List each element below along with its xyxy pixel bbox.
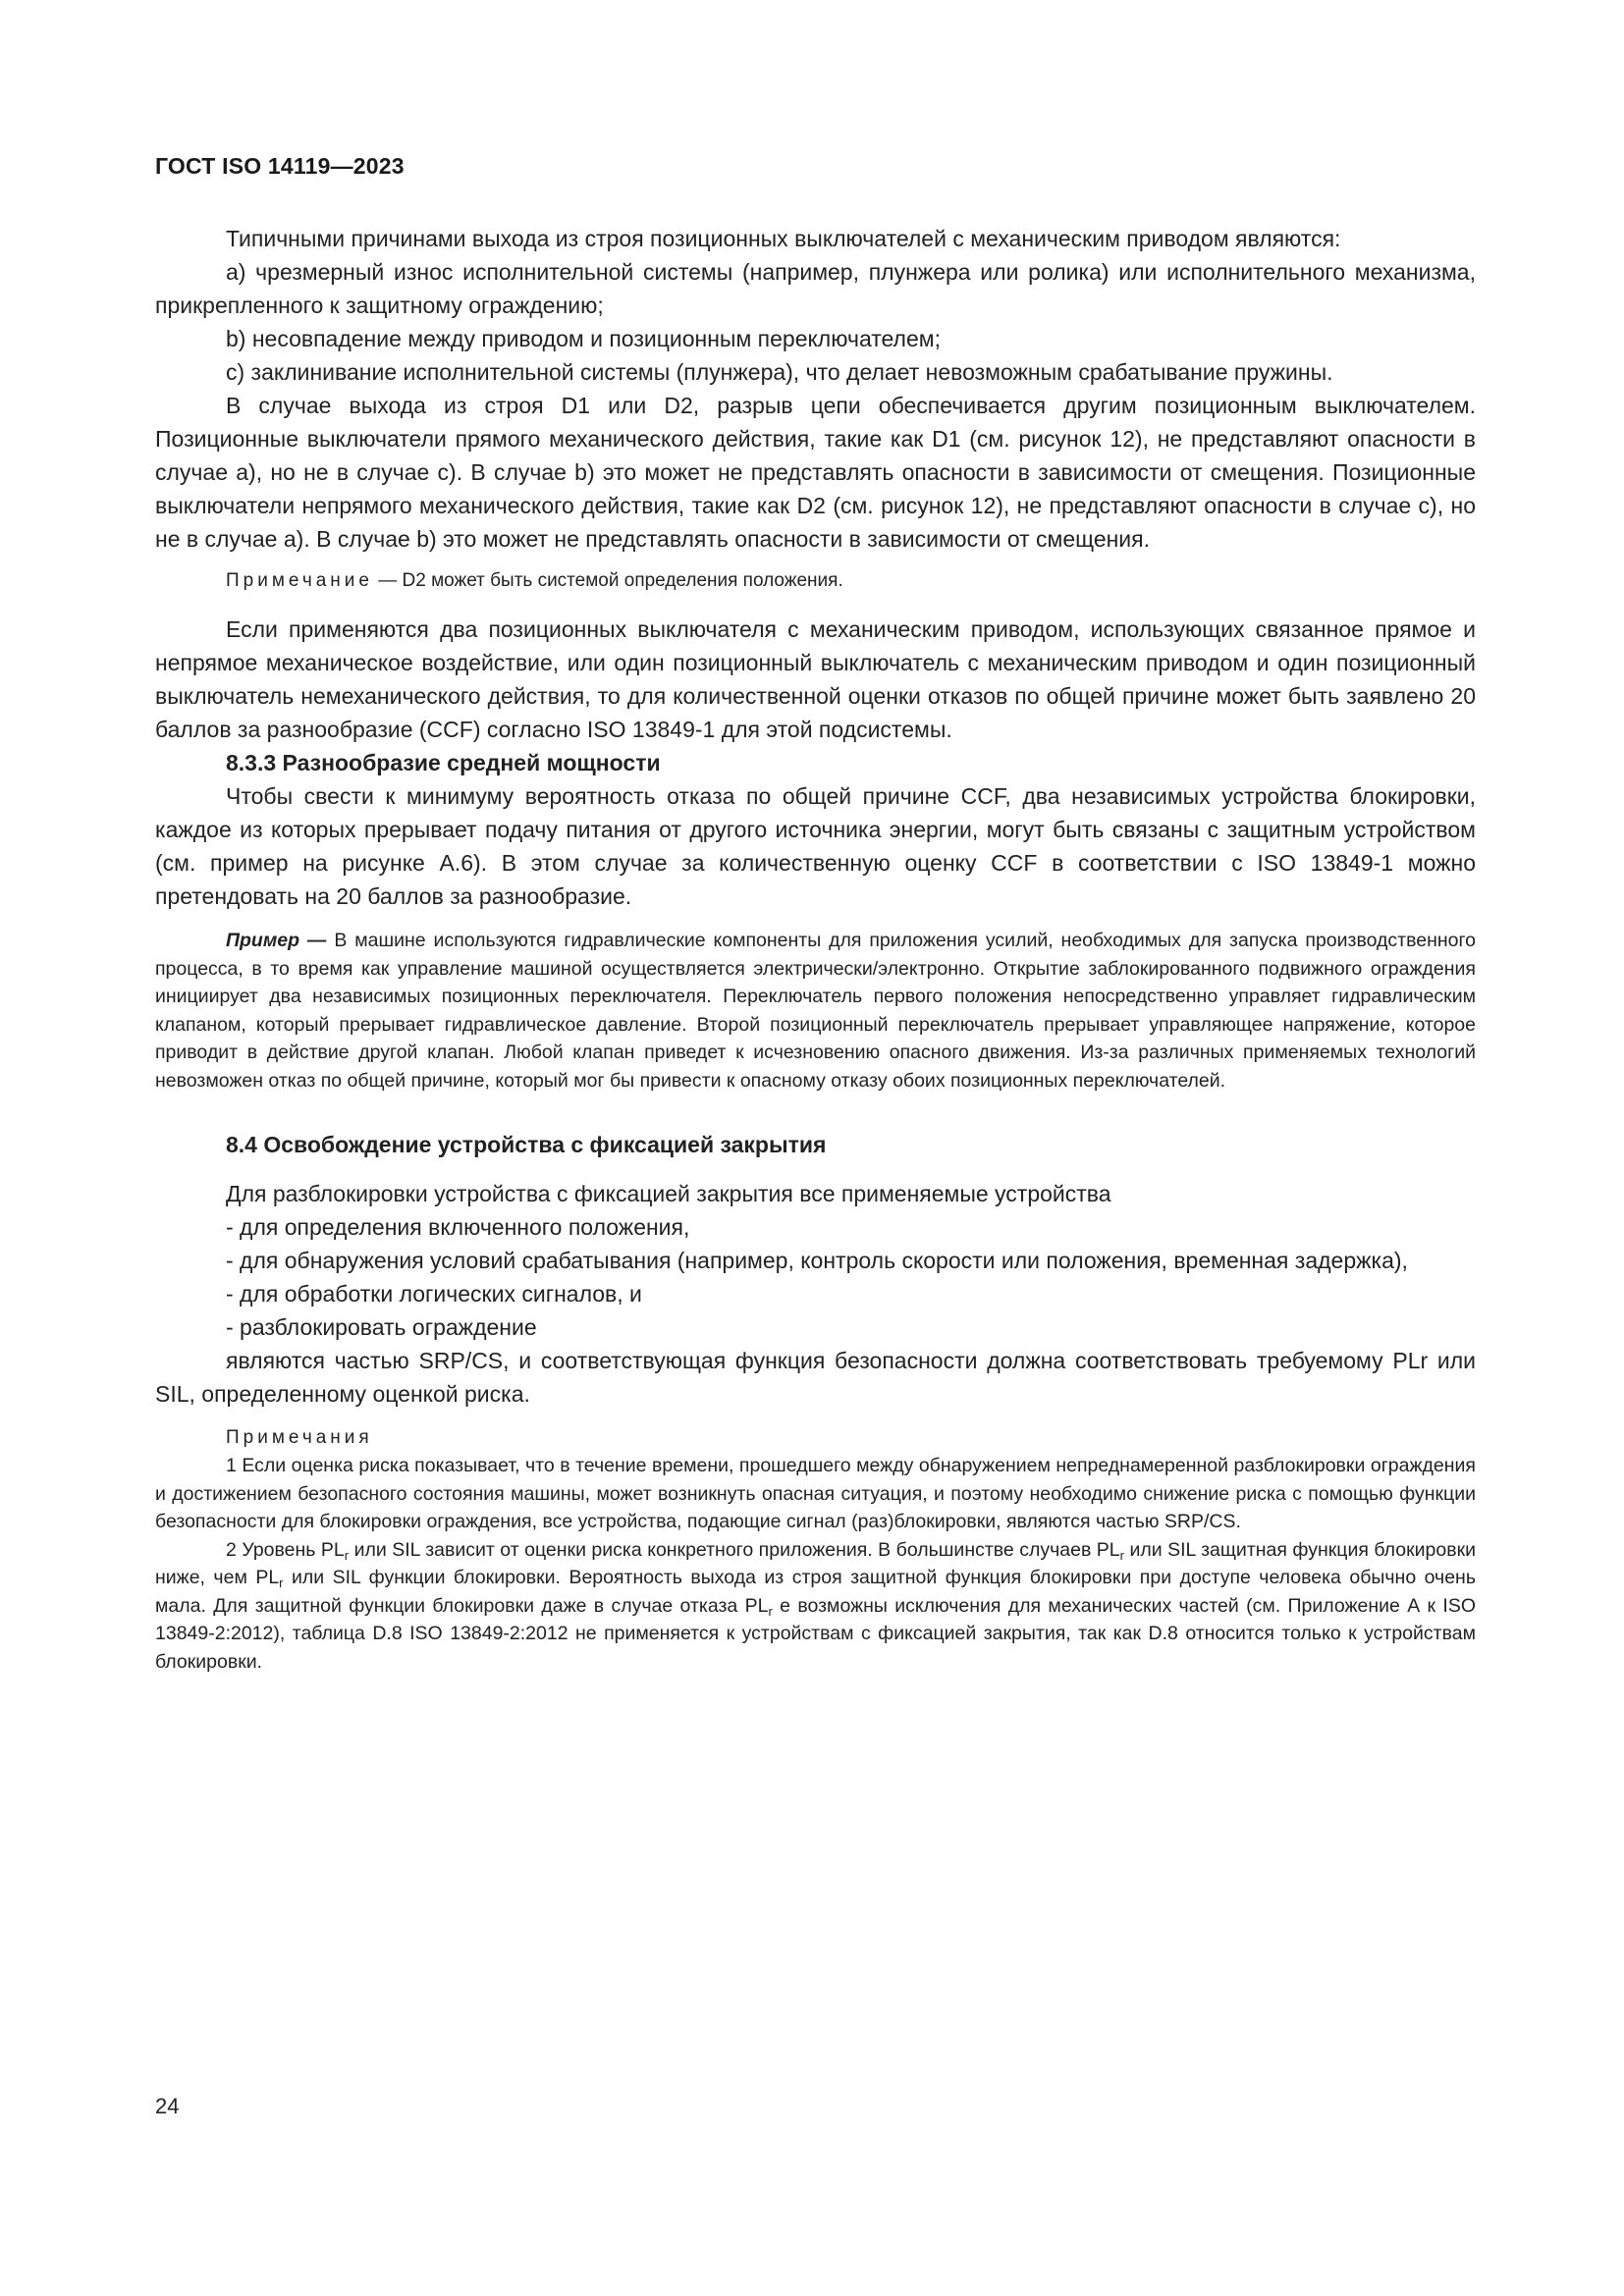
document-body — [155, 222, 1476, 1676]
notes-title: Примечания — [226, 1427, 373, 1448]
paragraph: Типичными причинами выхода из строя позиционных выключателей с механическим приводом являются: — [226, 226, 1341, 251]
note — [155, 567, 1476, 595]
example-label: Пример — — [226, 930, 327, 951]
note-1: 1 Если оценка риска показывает, что в течение времени, прошедшего между обнаружением непреднамеренной разблокировки ограждения и достижением безопасного состояния машины, может возникнуть опасная ситуация, и поэтому необходимо снижение риска с помощью функции безопасности для блокировки ограждения, все устройства, подающие сигнал (раз)блокировки, являются частью SRP/CS. — [155, 1455, 1476, 1532]
list-item-a: а) чрезмерный износ исполнительной системы (например, плунжера или ролика) или исполнительного механизма, прикрепленного к защитному ограждению; — [155, 259, 1476, 318]
section-heading-8-3-3: 8.3.3 Разнообразие средней мощности — [226, 750, 661, 775]
paragraph: Для разблокировки устройства с фиксацией закрытия все применяемые устройства — [226, 1181, 1111, 1206]
paragraph: Чтобы свести к минимуму вероятность отказа по общей причине CCF, два независимых устройства блокировки, каждое из которых прерывает подачу питания от другого источника энергии, могут быть связаны с защитным устройством (см. пример на рисунке А.6). В этом случае за количественную оценку CCF в соответствии с ISO 13849-1 можно претендовать на 20 баллов за разнообразие. — [155, 783, 1476, 909]
example-block — [155, 927, 1476, 1095]
list-item: - разблокировать ограждение — [226, 1314, 537, 1340]
note-2: 2 Уровень $PL_r$ или SIL зависит от оценки риска конкретного приложения. В большинстве случаев $PL_r$ или SIL защитная функция блокировки ниже, чем $PL_r$ или SIL функции блокировки. Вероятность выхода из строя защитной функция блокировки при доступе человека обычно очень мала. Для защитной функции блокировки даже в случае отказа $PL_r$ е возможны исключения для механических частей (см. Приложение А к ISO 13849-2:2012), таблица D.8 ISO 13849-2:2012 не применяется к устройствам с фиксацией закрытия, так как D.8 относится только к устройствам блокировки. — [155, 1538, 1477, 1673]
example-text: В машине используются гидравлические компоненты для приложения усилий, необходимых для запуска производственного процесса, в то время как управление машиной осуществляется электрически/электронно. Открытие заблокированного подвижного ограждения инициирует два независимых позиционных переключателя. Переключатель первого положения непосредственно управляет гидравлическим клапаном, который прерывает гидравлическое давление. Второй позиционный переключатель прерывает управляющее напряжение, которое приводит в действие другой клапан. Любой клапан приведет к исчезновению опасного движения. Из-за различных применяемых технологий невозможен отказ по общей причине, который мог бы привести к опасному отказу обоих позиционных переключателей. — [155, 930, 1476, 1092]
paragraph: В случае выхода из строя D1 или D2, разрыв цепи обеспечивается другим позиционным выключателем. Позиционные выключатели прямого механического действия, такие как D1 (см. рисунок 12), не представляют опасности в случае а), но не в случае с). В случае b) это может не представлять опасности в зависимости от смещения. Позиционные выключатели непрямого механического действия, такие как D2 (см. рисунок 12), не представляют опасности в случае с), но не в случае а). В случае b) это может не представлять опасности в зависимости от смещения. — [155, 393, 1476, 552]
document-header: ГОСТ ISO 14119—2023 — [155, 153, 405, 179]
note-label: Примечание — [226, 570, 373, 591]
paragraph: Если применяются два позиционных выключателя с механическим приводом, использующих связанное прямое и непрямое механическое воздействие, или один позиционный выключатель с механическим приводом и один позиционный выключатель немеханического действия, то для количественной оценки отказов по общей причине может быть заявлено 20 баллов за разнообразие (CCF) согласно ISO 13849-1 для этой подсистемы. — [155, 616, 1476, 742]
list-item: - для обнаружения условий срабатывания (например, контроль скорости или положения, временная задержка), — [226, 1248, 1408, 1273]
list-item: - для обработки логических сигналов, и — [226, 1281, 642, 1307]
paragraph: являются частью SRP/CS, и соответствующая функция безопасности должна соответствовать требуемому PLr или SIL, определенному оценкой риска. — [155, 1348, 1476, 1407]
note-text: — D2 может быть системой определения положения. — [372, 570, 843, 591]
section-heading-8-4: 8.4 Освобождение устройства с фиксацией закрытия — [226, 1132, 827, 1157]
page-number: 24 — [155, 2094, 180, 2118]
list-item-c: c) заклинивание исполнительной системы (плунжера), что делает невозможным срабатывание пружины. — [226, 359, 1333, 385]
list-item-b: b) несовпадение между приводом и позиционным переключателем; — [226, 326, 941, 351]
list-item: - для определения включенного положения, — [226, 1214, 690, 1240]
